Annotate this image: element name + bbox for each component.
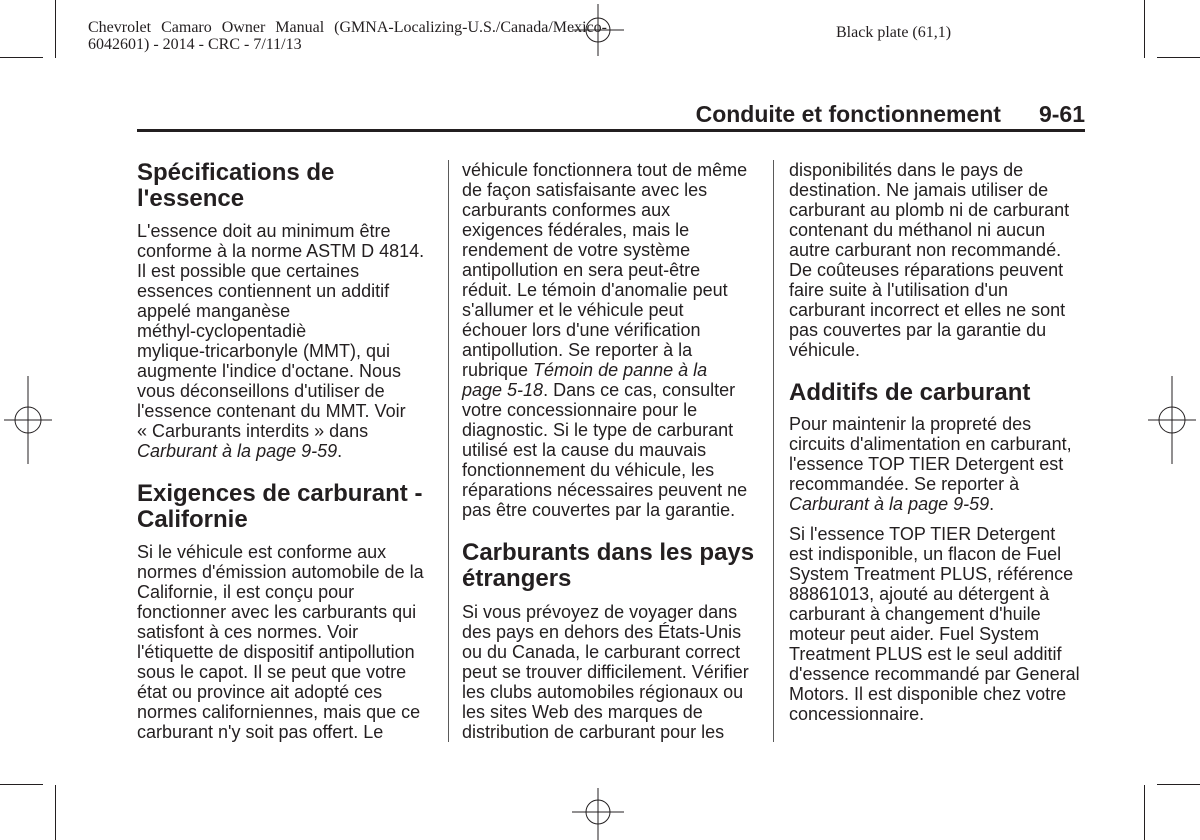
text-line: d'essence recommandé par General — [789, 664, 1080, 684]
text-line: ou du Canada, le carburant correct — [462, 642, 741, 662]
text-line: System Treatment PLUS, référence — [789, 564, 1074, 584]
plate-label: Black plate (61,1) — [836, 24, 952, 41]
text-line: pas être couvertes par la garantie. — [462, 500, 736, 520]
text-fragment: . — [989, 494, 995, 514]
text-line: appelé manganèse — [137, 301, 291, 321]
text-line: antipollution. Se reporter à la — [462, 340, 693, 360]
text-line: Si l'essence TOP TIER Detergent — [789, 524, 1056, 544]
text-line: normes d'émission automobile de la — [137, 562, 424, 582]
paragraph-fuel-specifications — [137, 221, 424, 461]
text-line: augmente l'indice d'octane. Nous — [137, 361, 402, 381]
paragraph-california-continued — [462, 160, 747, 520]
heading-line: Californie — [137, 506, 248, 533]
text-line: l'essence TOP TIER Detergent est — [789, 454, 1064, 474]
heading-line: Carburants dans les pays — [462, 539, 755, 566]
section-heading-fuel-specifications — [137, 160, 334, 212]
text-line: disponibilités dans le pays de — [789, 160, 1024, 180]
text-fragment: rubrique — [462, 360, 534, 380]
text-line: fonctionnement du véhicule, les — [462, 460, 715, 480]
page-number: 9-61 — [1038, 101, 1085, 127]
cross-reference: Témoin de panne à la — [533, 360, 708, 380]
column-2 — [462, 0, 767, 840]
text-line: fonctionner avec les carburants qui — [137, 602, 417, 622]
text-line: Si le véhicule est conforme aux — [137, 542, 387, 562]
text-fragment: . Dans ce cas, consulter — [543, 380, 736, 400]
text-line: peut se trouver difficilement. Vérifier — [462, 662, 749, 682]
heading-line: l'essence — [137, 185, 245, 212]
cross-reference: Carburant à la page 9-59 — [137, 441, 338, 461]
text-line: état ou province ait adopté ces — [137, 682, 383, 702]
text-line: circuits d'alimentation en carburant, — [789, 434, 1072, 454]
text-line: L'essence doit au minimum être — [137, 221, 391, 241]
text-line — [137, 441, 424, 461]
text-line: satisfont à ces normes. Voir — [137, 622, 359, 642]
section-heading-foreign-countries — [462, 540, 754, 592]
text-line: les clubs automobiles régionaux ou — [462, 682, 744, 702]
text-line: destination. Ne jamais utiliser de — [789, 180, 1049, 200]
text-line: autre carburant non recommandé. — [789, 240, 1062, 260]
text-line: distribution de carburant pour les — [462, 722, 725, 742]
column-3 — [789, 0, 1094, 840]
text-line: réparations nécessaires peuvent ne — [462, 480, 748, 500]
cross-reference: page 5-18 — [462, 380, 544, 400]
text-line: carburant à changement d'huile — [789, 604, 1041, 624]
text-line: Treatment PLUS est le seul additif — [789, 644, 1062, 664]
text-line: véhicule. — [789, 340, 861, 360]
text-line: recommandée. Se reporter à — [789, 474, 1020, 494]
paragraph-additives-2 — [789, 524, 1080, 724]
text-line: antipollution en sera peut-être — [462, 260, 701, 280]
text-line: conforme à la norme ASTM D 4814. — [137, 241, 425, 261]
column-divider — [448, 160, 449, 742]
chapter-title: Conduite et fonctionnement — [695, 101, 1001, 127]
heading-line: Spécifications de — [137, 159, 335, 186]
text-line: sous le capot. Il se peut que votre — [137, 662, 407, 682]
text-line: l'étiquette de dispositif antipollution — [137, 642, 415, 662]
crop-mark-bottom-left — [0, 785, 56, 840]
text-line — [462, 360, 747, 380]
cross-reference: Carburant à la page 9-59 — [789, 494, 990, 514]
text-line: carburants conformes aux — [462, 200, 671, 220]
text-line: véhicule fonctionnera tout de même — [462, 160, 748, 180]
text-line: essences contiennent un additif — [137, 281, 390, 301]
text-line: échouer lors d'une vérification — [462, 320, 701, 340]
heading-line: étrangers — [462, 565, 572, 592]
text-line: utilisé est la cause du mauvais — [462, 440, 707, 460]
text-line: Motors. Il est disponible chez votre — [789, 684, 1067, 704]
text-line: l'essence contenant du MMT. Voir — [137, 401, 406, 421]
text-line: est indisponible, un flacon de Fuel — [789, 544, 1062, 564]
text-line: réduit. Le témoin d'anomalie peut — [462, 280, 728, 300]
text-line: Pour maintenir la propreté des — [789, 414, 1032, 434]
text-line: faire suite à l'utilisation d'un — [789, 280, 1008, 300]
text-line: vous déconseillons d'utiliser de — [137, 381, 385, 401]
source-line: 6042601) - 2014 - CRC - 7/11/13 — [88, 36, 302, 53]
text-line: mylique-tricarbonyle (MMT), qui — [137, 341, 391, 361]
text-line: votre concessionnaire pour le — [462, 400, 698, 420]
paragraph-foreign-countries-continued — [789, 160, 1069, 360]
crop-mark-bottom-right — [1145, 785, 1200, 840]
text-line: contenant du méthanol ni aucun — [789, 220, 1046, 240]
column-1 — [137, 0, 442, 840]
text-line: Il est possible que certaines — [137, 261, 360, 281]
heading-line: Exigences de carburant - — [137, 480, 423, 507]
text-line: carburant au plomb ni de carburant — [789, 200, 1070, 220]
registration-mark-right — [1148, 376, 1196, 464]
text-line: méthyl-cyclopentadiè — [137, 321, 307, 341]
column-divider — [773, 160, 774, 742]
paragraph-additives-1 — [789, 414, 1072, 514]
text-line: « Carburants interdits » dans — [137, 421, 369, 441]
text-line — [789, 494, 1072, 514]
text-line: rendement de votre système — [462, 240, 691, 260]
text-line: exigences fédérales, mais le — [462, 220, 690, 240]
text-line: des pays en dehors des États-Unis — [462, 622, 742, 642]
registration-mark-left — [4, 376, 52, 464]
text-line: les sites Web des marques de — [462, 702, 703, 722]
heading-line: Additifs de carburant — [789, 379, 1031, 406]
paragraph-california — [137, 542, 424, 742]
text-line: carburant n'y soit pas offert. Le — [137, 722, 384, 742]
crop-mark-top-right — [1145, 0, 1200, 58]
section-heading-additives — [789, 380, 1030, 406]
text-line — [462, 380, 747, 400]
text-line: carburant incorrect et elles ne sont — [789, 300, 1066, 320]
text-line: diagnostic. Si le type de carburant — [462, 420, 734, 440]
section-heading-california — [137, 481, 422, 533]
paragraph-foreign-countries — [462, 602, 749, 742]
text-line: moteur peut aider. Fuel System — [789, 624, 1040, 644]
text-line: de façon satisfaisante avec les — [462, 180, 708, 200]
text-line: Si vous prévoyez de voyager dans — [462, 602, 738, 622]
text-line: pas couvertes par la garantie du — [789, 320, 1047, 340]
text-line: normes californiennes, mais que ce — [137, 702, 421, 722]
text-line: concessionnaire. — [789, 704, 925, 724]
text-line: Californie, il est conçu pour — [137, 582, 355, 602]
source-line: Chevrolet Camaro Owner Manual (GMNA-Localizing-U.S./Canada/Mexico- — [88, 19, 607, 36]
crop-mark-top-left — [0, 0, 56, 58]
text-fragment: . — [337, 441, 343, 461]
text-line: 88861013, ajouté au détergent à — [789, 584, 1050, 604]
text-line: s'allumer et le véhicule peut — [462, 300, 684, 320]
text-line: De coûteuses réparations peuvent — [789, 260, 1064, 280]
